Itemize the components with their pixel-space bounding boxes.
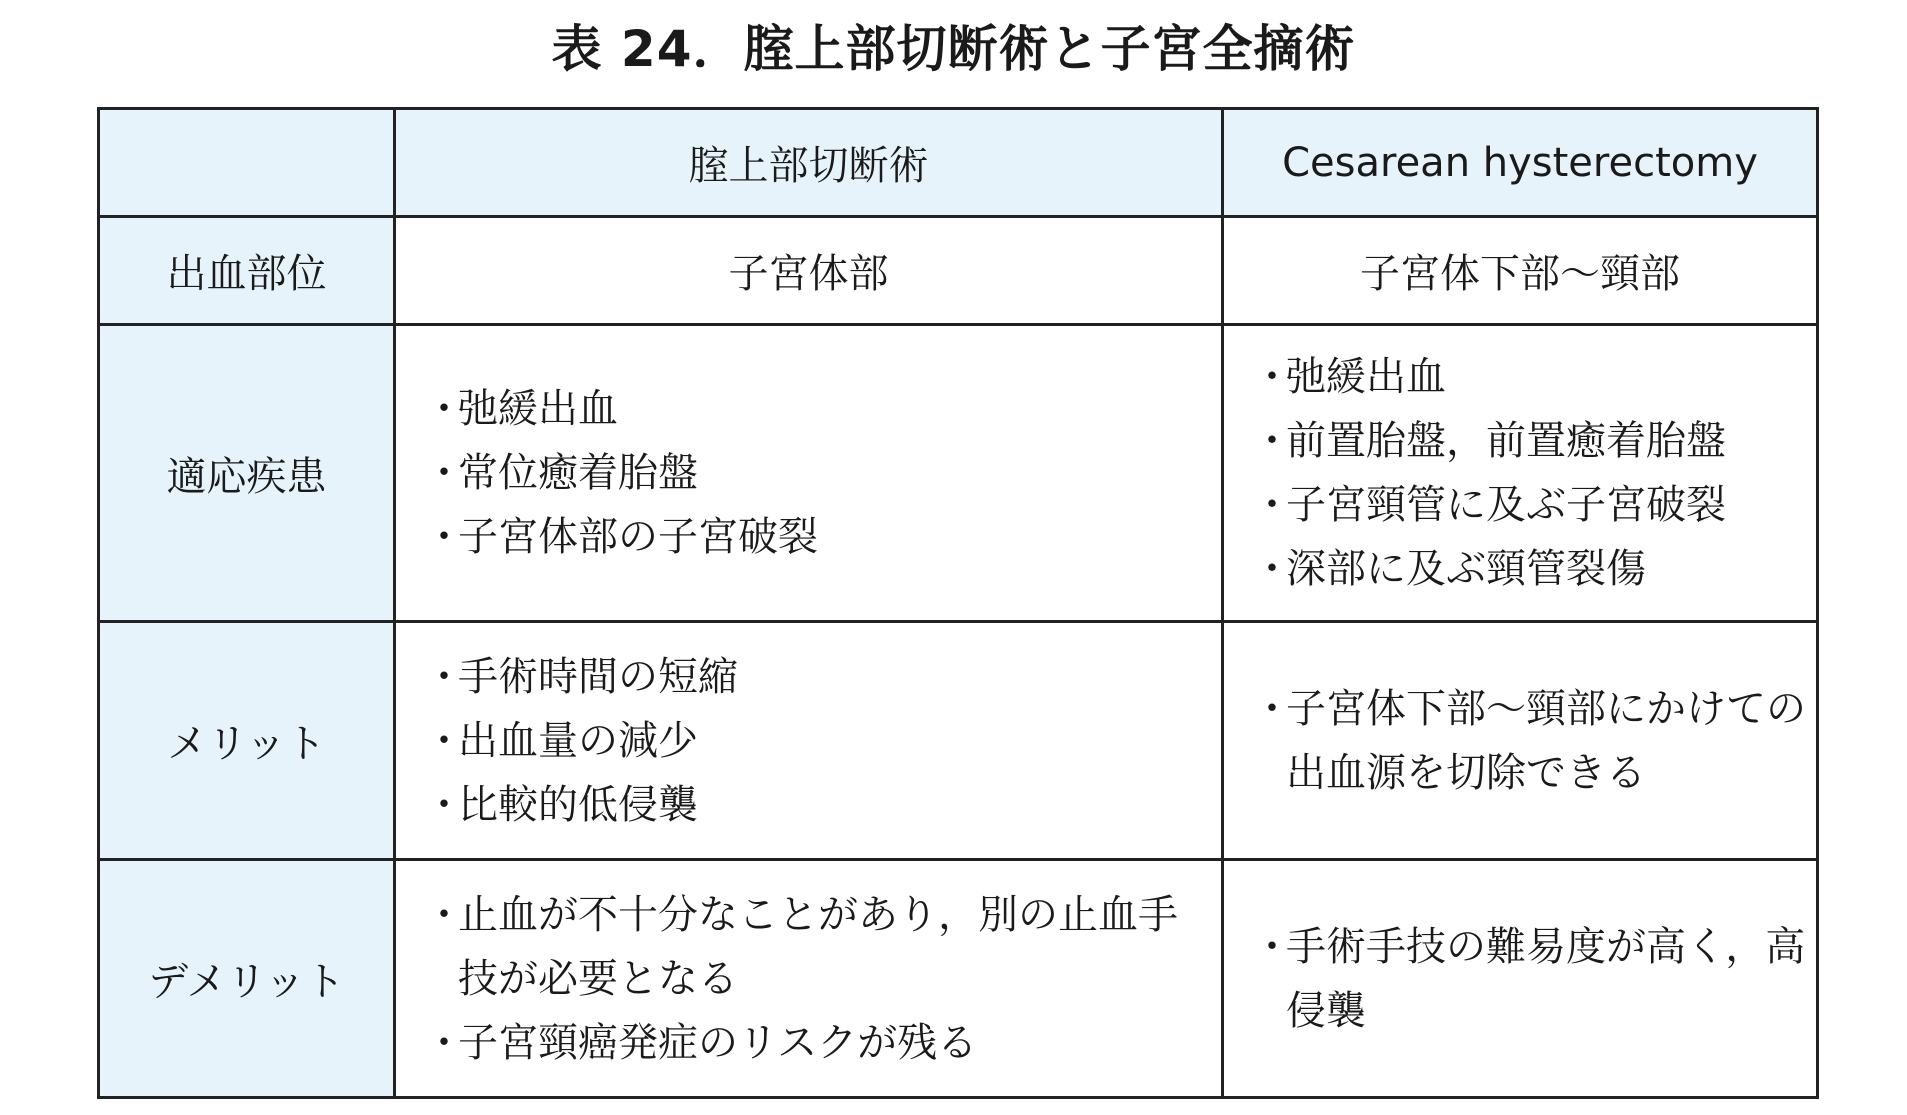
merits-hysterectomy (1223, 622, 1818, 860)
list-item: ・ 前置胎盤，前置癒着胎盤 (1248, 409, 1806, 473)
list-item: ・ 常位癒着胎盤 (420, 441, 1211, 505)
list-item: ・ 手術手技の難易度が高く，高侵襲 (1248, 915, 1806, 1043)
header-row (99, 109, 1818, 217)
bleeding-site-hysterectomy: 子宮体下部～頸部 (1223, 217, 1818, 325)
list-item: ・ 弛緩出血 (1248, 345, 1806, 409)
table-row-indications (99, 325, 1818, 622)
bullet: ・ (424, 891, 464, 938)
bleeding-site-supravaginal: 子宮体部 (395, 217, 1223, 325)
bullet: ・ (424, 450, 464, 496)
table-row-bleeding-site (99, 217, 1818, 325)
table-row-demerits (99, 860, 1818, 1098)
bullet: ・ (1252, 354, 1292, 400)
list-item: ・ 比較的低侵襲 (420, 773, 1211, 837)
list-item: ・ 弛緩出血 (420, 377, 1211, 441)
list-item: ・ 子宮体下部～頸部にかけての出血源を切除できる (1248, 677, 1806, 805)
demerits-hysterectomy (1223, 860, 1818, 1098)
list-item: ・ 深部に及ぶ頸管裂傷 (1248, 537, 1806, 601)
row-label-indications: 適応疾患 (99, 325, 395, 622)
list-item: ・ 出血量の減少 (420, 709, 1211, 773)
row-label-bleeding-site: 出血部位 (99, 217, 395, 325)
indications-supravaginal (395, 325, 1223, 622)
bullet: ・ (424, 781, 464, 828)
comparison-table (97, 107, 1819, 1099)
row-label-merits: メリット (99, 622, 395, 860)
list-item: ・ 子宮頸管に及ぶ子宮破裂 (1248, 473, 1806, 537)
indications-hysterectomy (1223, 325, 1818, 622)
bullet: ・ (424, 653, 464, 700)
bullet: ・ (1252, 923, 1292, 970)
bullet: ・ (424, 514, 464, 560)
bullet: ・ (1252, 546, 1292, 592)
bullet: ・ (1252, 685, 1292, 732)
table-title: 表 24．腟上部切断術と子宮全摘術 (551, 20, 1356, 78)
bullet: ・ (1252, 482, 1292, 528)
demerits-supravaginal (395, 860, 1223, 1098)
table-row-merits (99, 622, 1818, 860)
list-item: ・ 手術時間の短縮 (420, 645, 1211, 709)
header-supravaginal-amputation: 腟上部切断術 (395, 109, 1223, 217)
list-item: ・ 子宮頸癌発症のリスクが残る (420, 1011, 1211, 1075)
header-cesarean-hysterectomy: Cesarean hysterectomy (1223, 109, 1818, 217)
header-empty-cell (99, 109, 395, 217)
list-item: ・ 止血が不十分なことがあり，別の止血手技が必要となる (420, 883, 1211, 1011)
bullet: ・ (424, 386, 464, 432)
bullet: ・ (424, 1019, 464, 1066)
bullet: ・ (424, 717, 464, 764)
merits-supravaginal (395, 622, 1223, 860)
row-label-demerits: デメリット (99, 860, 395, 1098)
list-item: ・ 子宮体部の子宮破裂 (420, 505, 1211, 569)
bullet: ・ (1252, 418, 1292, 464)
